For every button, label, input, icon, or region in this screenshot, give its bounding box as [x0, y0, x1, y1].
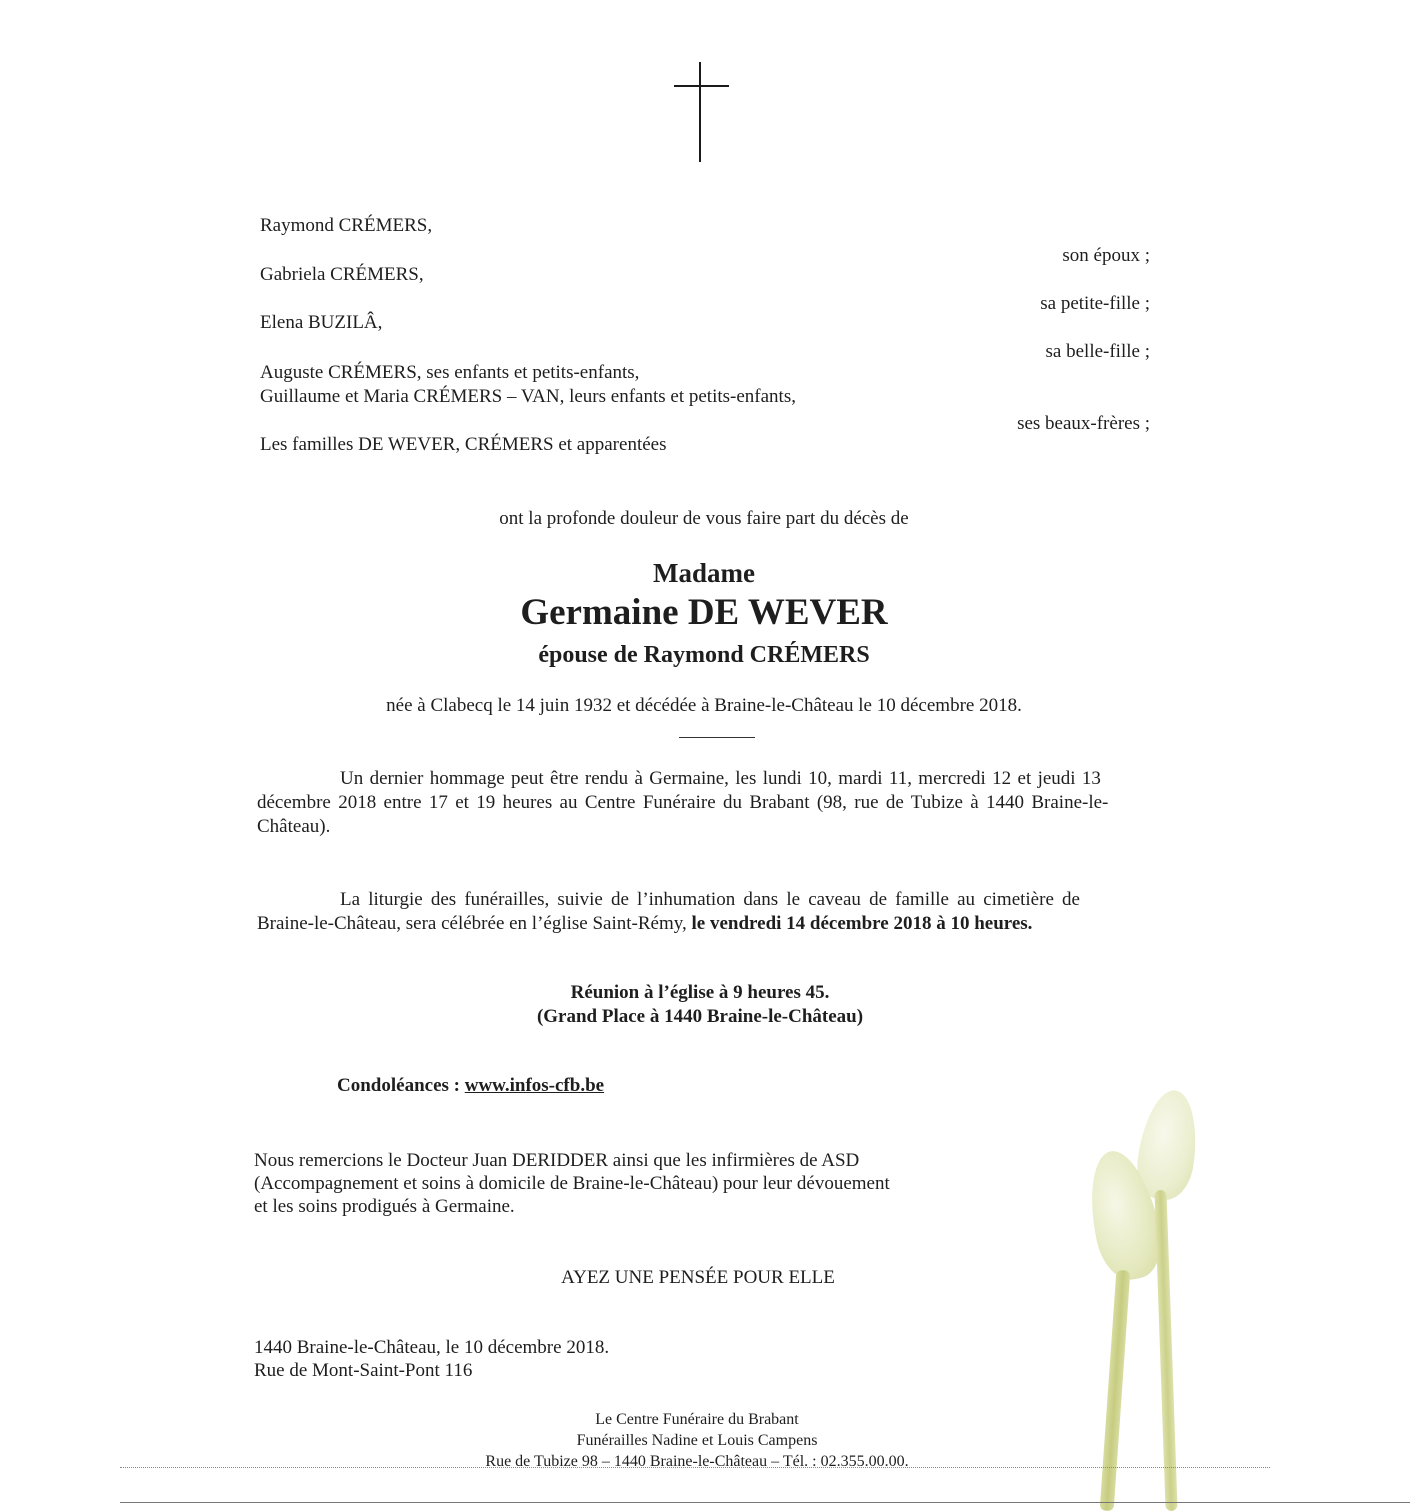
honorific: Madame: [653, 558, 755, 588]
condoleances: [337, 1074, 604, 1097]
relation-label: son époux ;: [1062, 245, 1150, 266]
address-line: Rue de Mont-Saint-Pont 116: [254, 1360, 473, 1381]
relation-label: sa petite-fille ;: [1040, 293, 1150, 314]
funeral-datetime: le vendredi 14 décembre 2018 à 10 heures.: [691, 913, 1033, 934]
family-line: Raymond CRÉMERS,: [260, 215, 433, 236]
deceased-name: Germaine DE WEVER: [520, 592, 888, 633]
page-edge-line: [120, 1502, 1410, 1503]
reunion-time: Réunion à l’église à 9 heures 45.: [570, 982, 830, 1003]
hommage-line: décembre 2018 entre 17 et 19 heures au Centre Funéraire du Brabant (98, rue de Tubize à 1440 Braine-le-: [257, 792, 1109, 813]
cross-icon-bar: [674, 85, 729, 87]
thanks-line: et les soins prodigués à Germaine.: [254, 1196, 515, 1217]
footer-line: Rue de Tubize 98 – 1440 Braine-le-Château – Tél. : 02.355.00.00.: [485, 1453, 909, 1470]
relation-label: sa belle-fille ;: [1045, 341, 1150, 362]
liturgie-line: La liturgie des funérailles, suivie de l’inhumation dans le caveau de famille au cimetière de: [340, 889, 1080, 910]
footer-rule: [120, 1467, 1270, 1468]
birth-death-dates: née à Clabecq le 14 juin 1932 et décédée à Braine-le-Château le 10 décembre 2018.: [386, 695, 1022, 716]
condoleances-label: Condoléances :: [337, 1075, 465, 1096]
liturgie-line: [257, 912, 1032, 935]
spouse-line: épouse de Raymond CRÉMERS: [538, 642, 870, 668]
reunion-place: (Grand Place à 1440 Braine-le-Château): [536, 1006, 864, 1027]
family-line: Guillaume et Maria CRÉMERS – VAN, leurs enfants et petits-enfants,: [260, 386, 796, 407]
liturgie-text: Braine-le-Château, sera célébrée en l’église Saint-Rémy,: [257, 913, 692, 934]
pensee-line: AYEZ UNE PENSÉE POUR ELLE: [561, 1267, 835, 1288]
hommage-line: Un dernier hommage peut être rendu à Germaine, les lundi 10, mardi 11, mercredi 12 et jeudi 13: [340, 768, 1101, 789]
thanks-line: (Accompagnement et soins à domicile de Braine-le-Château) pour leur dévouement: [254, 1173, 890, 1194]
condoleances-link[interactable]: www.infos-cfb.be: [464, 1075, 605, 1096]
cross-icon: [699, 62, 701, 162]
family-line: Auguste CRÉMERS, ses enfants et petits-enfants,: [260, 362, 640, 383]
footer-line: Funérailles Nadine et Louis Campens: [576, 1432, 818, 1449]
announcement-intro: ont la profonde douleur de vous faire part du décès de: [499, 508, 909, 529]
family-line: Les familles DE WEVER, CRÉMERS et apparentées: [260, 434, 667, 455]
separator-line: [679, 737, 755, 738]
footer-line: Le Centre Funéraire du Brabant: [595, 1411, 799, 1428]
hommage-line: Château).: [257, 816, 331, 837]
family-line: Elena BUZILÂ,: [260, 312, 383, 333]
address-line: 1440 Braine-le-Château, le 10 décembre 2018.: [254, 1337, 610, 1358]
relation-label: ses beaux-frères ;: [1017, 413, 1150, 434]
family-line: Gabriela CRÉMERS,: [260, 264, 424, 285]
thanks-line: Nous remercions le Docteur Juan DERIDDER ainsi que les infirmières de ASD: [254, 1150, 860, 1171]
